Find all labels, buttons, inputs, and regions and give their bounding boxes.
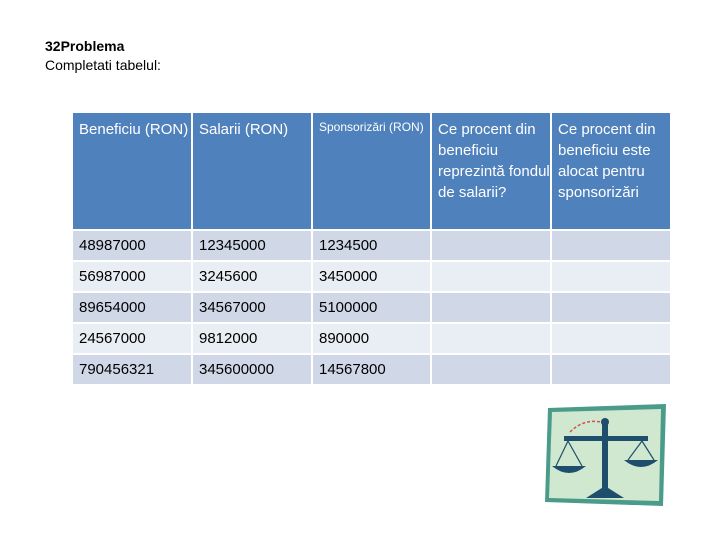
data-table bbox=[71, 111, 672, 386]
problem-title: 32Problema bbox=[45, 38, 125, 54]
table-header-row bbox=[72, 112, 671, 230]
cell-procent-salarii[interactable] bbox=[431, 261, 551, 292]
cell-procent-sponsorizari[interactable] bbox=[551, 354, 671, 385]
balance-scale-icon bbox=[542, 402, 670, 512]
cell-salarii: 9812000 bbox=[192, 323, 312, 354]
table-row bbox=[72, 292, 671, 323]
cell-salarii: 34567000 bbox=[192, 292, 312, 323]
cell-procent-salarii[interactable] bbox=[431, 323, 551, 354]
cell-procent-sponsorizari[interactable] bbox=[551, 292, 671, 323]
header-procent-sponsorizari: Ce procent din beneficiu este alocat pentru sponsorizări bbox=[551, 112, 671, 230]
header-salarii: Salarii (RON) bbox=[192, 112, 312, 230]
table-row bbox=[72, 230, 671, 261]
table-row bbox=[72, 261, 671, 292]
cell-salarii: 12345000 bbox=[192, 230, 312, 261]
cell-sponsorizari: 890000 bbox=[312, 323, 431, 354]
cell-procent-salarii[interactable] bbox=[431, 230, 551, 261]
problem-heading bbox=[45, 37, 161, 75]
header-procent-salarii: Ce procent din beneficiu reprezintă fondul de salarii? bbox=[431, 112, 551, 230]
cell-procent-sponsorizari[interactable] bbox=[551, 230, 671, 261]
table-row bbox=[72, 323, 671, 354]
cell-beneficiu: 56987000 bbox=[72, 261, 192, 292]
cell-salarii: 345600000 bbox=[192, 354, 312, 385]
cell-salarii: 3245600 bbox=[192, 261, 312, 292]
cell-beneficiu: 790456321 bbox=[72, 354, 192, 385]
cell-sponsorizari: 3450000 bbox=[312, 261, 431, 292]
cell-sponsorizari: 14567800 bbox=[312, 354, 431, 385]
problem-instruction: Completati tabelul: bbox=[45, 57, 161, 73]
cell-procent-sponsorizari[interactable] bbox=[551, 261, 671, 292]
header-beneficiu: Beneficiu (RON) bbox=[72, 112, 192, 230]
table-row bbox=[72, 354, 671, 385]
header-sponsorizari: Sponsorizări (RON) bbox=[312, 112, 431, 230]
cell-sponsorizari: 5100000 bbox=[312, 292, 431, 323]
cell-procent-sponsorizari[interactable] bbox=[551, 323, 671, 354]
cell-beneficiu: 48987000 bbox=[72, 230, 192, 261]
cell-beneficiu: 89654000 bbox=[72, 292, 192, 323]
cell-procent-salarii[interactable] bbox=[431, 292, 551, 323]
cell-beneficiu: 24567000 bbox=[72, 323, 192, 354]
cell-procent-salarii[interactable] bbox=[431, 354, 551, 385]
cell-sponsorizari: 1234500 bbox=[312, 230, 431, 261]
